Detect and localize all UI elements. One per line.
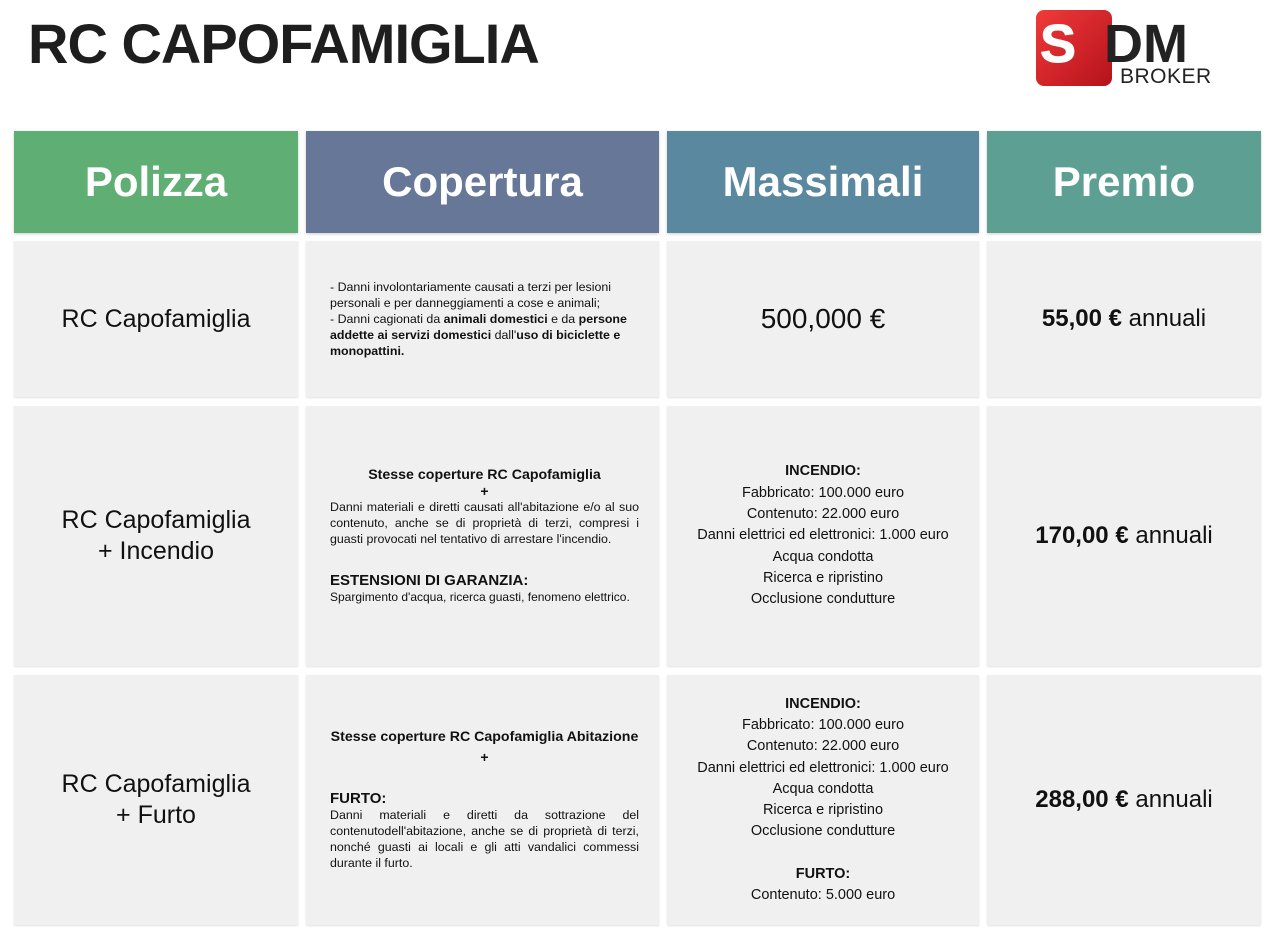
policy-addon: + Furto xyxy=(116,801,196,829)
limit-line: Contenuto: 22.000 euro xyxy=(746,738,900,755)
logo-main-text: S xyxy=(1040,14,1077,74)
limit-value: 500,000 € xyxy=(760,303,886,334)
limit-line: Danni elettrici ed elettronici: 1.000 euro xyxy=(697,527,949,544)
coverage-body: Danni materiali e diretti da sottrazione del contenutodell'abitazione, anche se di proprietà di terzi, nonché guasti ai locali e gli atti vandalici commessi durante il furto. xyxy=(330,808,639,870)
premium-value: 288,00 € annuali xyxy=(1035,786,1213,813)
logo-sub-text: BROKER xyxy=(1120,65,1212,88)
limit-line: Danni elettrici ed elettronici: 1.000 euro xyxy=(697,759,949,776)
row2-massimali xyxy=(667,406,979,666)
limit-line: Occlusione condutture xyxy=(750,591,896,608)
page-title: RC CAPOFAMIGLIA xyxy=(28,12,539,75)
row3-copertura xyxy=(306,675,659,925)
header-massimali: Massimali xyxy=(667,131,979,233)
sdm-broker-logo xyxy=(1036,10,1212,88)
premium-value: 55,00 € annuali xyxy=(1041,305,1207,332)
limit-heading: INCENDIO: xyxy=(785,463,861,480)
extension-body: Spargimento d'acqua, ricerca guasti, fenomeno elettrico. xyxy=(330,590,630,604)
limit-heading: INCENDIO: xyxy=(785,695,861,712)
extension-title: ESTENSIONI DI GARANZIA: xyxy=(330,572,529,589)
header-premio: Premio xyxy=(987,131,1261,233)
limit-line: Acqua condotta xyxy=(772,780,874,797)
coverage-line: - Danni cagionati da animali domestici e da persone addette ai servizi domestici dall'uso di biciclette e monopattini. xyxy=(330,312,627,358)
limit-line: Contenuto: 5.000 euro xyxy=(750,887,896,904)
policy-name: RC Capofamiglia xyxy=(61,770,251,798)
coverage-subtitle: Stesse coperture RC Capofamiglia xyxy=(368,467,601,483)
premium-value: 170,00 € annuali xyxy=(1035,522,1213,549)
header-polizza: Polizza xyxy=(14,131,298,233)
plus-sign: + xyxy=(480,483,489,499)
row3-polizza xyxy=(14,675,298,925)
policy-name: RC Capofamiglia xyxy=(61,304,251,333)
row3-massimali xyxy=(667,675,979,925)
header-copertura: Copertura xyxy=(306,131,659,233)
limit-line: Fabbricato: 100.000 euro xyxy=(741,716,905,733)
limit-line: Ricerca e ripristino xyxy=(762,802,884,819)
limit-line: Ricerca e ripristino xyxy=(762,569,884,586)
limit-line: Acqua condotta xyxy=(772,548,874,565)
row1-massimali xyxy=(667,241,979,397)
row3-premio xyxy=(987,675,1261,925)
plus-sign: + xyxy=(480,749,489,765)
limit-line: Occlusione condutture xyxy=(750,823,896,840)
coverage-body: Danni materiali e diretti causati all'abitazione e/o al suo contenuto, anche se di proprietà di terzi, compresi i guasti provocati nel tentativo di arrestare l'incendio. xyxy=(330,500,639,546)
row1-copertura xyxy=(306,241,659,397)
row1-polizza xyxy=(14,241,298,397)
limit-line: Fabbricato: 100.000 euro xyxy=(741,484,905,501)
row2-premio xyxy=(987,406,1261,666)
coverage-line: - Danni involontariamente causati a terzi per lesioni personali e per danneggiamenti a cose e animali; xyxy=(330,280,611,310)
limit-line: Contenuto: 22.000 euro xyxy=(746,506,900,523)
limit-heading: FURTO: xyxy=(795,865,851,882)
svg-text:DM: DM xyxy=(1104,14,1188,74)
policy-name: RC Capofamiglia xyxy=(61,506,251,534)
theft-title: FURTO: xyxy=(330,790,387,807)
policy-addon: + Incendio xyxy=(97,537,215,565)
coverage-subtitle: Stesse coperture RC Capofamiglia Abitazione xyxy=(330,729,639,745)
row1-premio xyxy=(987,241,1261,397)
row2-copertura xyxy=(306,406,659,666)
row2-polizza xyxy=(14,406,298,666)
